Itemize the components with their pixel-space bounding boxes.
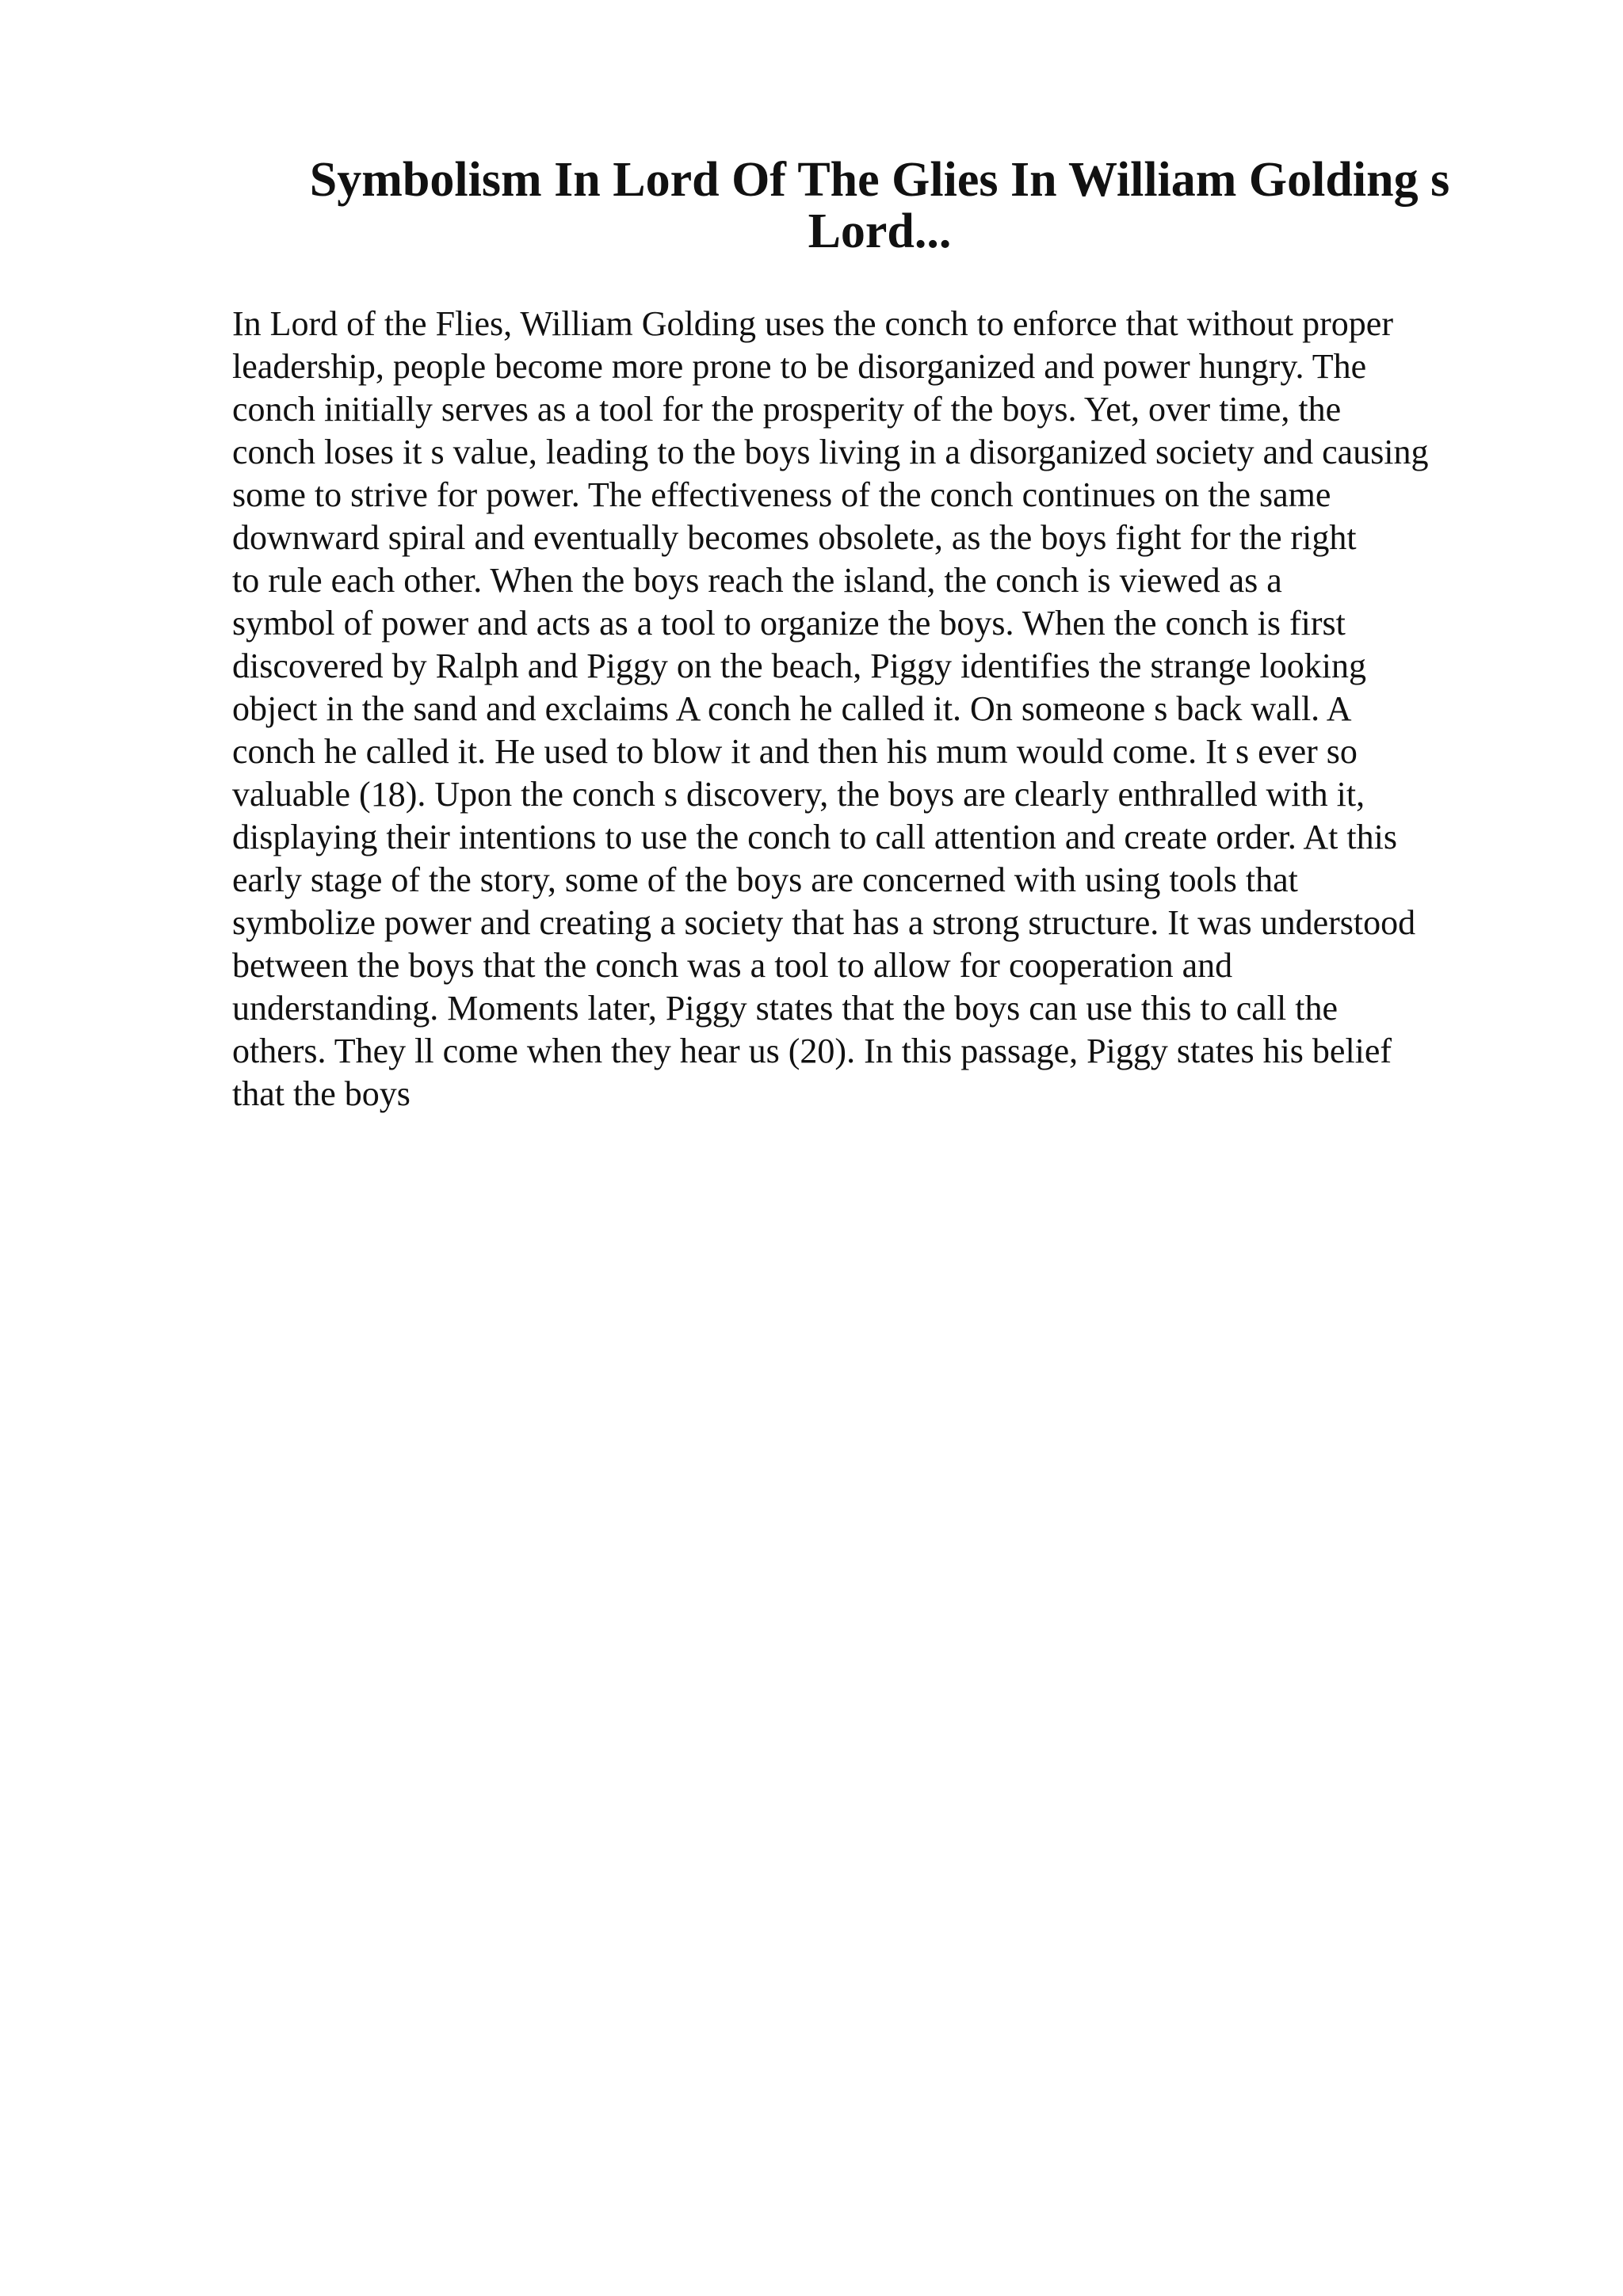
body-line: valuable (18). Upon the conch s discovery, the boys are clearly enthralled with it,	[232, 775, 1365, 814]
document-title	[262, 154, 1498, 257]
body-line: symbolize power and creating a society that has a strong structure. It was understood	[232, 903, 1416, 942]
body-line: symbol of power and acts as a tool to organize the boys. When the conch is first	[232, 604, 1346, 643]
body-line: conch he called it. He used to blow it and then his mum would come. It s ever so	[232, 732, 1358, 771]
body-line: between the boys that the conch was a tool to allow for cooperation and	[232, 946, 1233, 985]
body-line: that the boys	[232, 1074, 411, 1113]
document-body	[232, 303, 1532, 1116]
title-line-1: Symbolism In Lord Of The Glies In William Golding s	[309, 153, 1450, 207]
body-line: others. They ll come when they hear us (20). In this passage, Piggy states his belief	[232, 1032, 1392, 1070]
body-line: some to strive for power. The effectiveness of the conch continues on the same	[232, 475, 1331, 514]
body-line: In Lord of the Flies, William Golding uses the conch to enforce that without proper	[232, 304, 1393, 343]
body-line: displaying their intentions to use the conch to call attention and create order. At this	[232, 818, 1397, 856]
body-line: to rule each other. When the boys reach the island, the conch is viewed as a	[232, 561, 1282, 600]
body-line: leadership, people become more prone to be disorganized and power hungry. The	[232, 347, 1367, 386]
body-line: conch initially serves as a tool for the prosperity of the boys. Yet, over time, the	[232, 390, 1342, 429]
body-line: conch loses it s value, leading to the boys living in a disorganized society and causing	[232, 433, 1429, 471]
body-line: early stage of the story, some of the boys are concerned with using tools that	[232, 860, 1298, 899]
title-line-2: Lord...	[808, 204, 952, 259]
body-line: downward spiral and eventually becomes obsolete, as the boys fight for the right	[232, 518, 1357, 557]
body-line: object in the sand and exclaims A conch he called it. On someone s back wall. A	[232, 689, 1352, 728]
body-line: understanding. Moments later, Piggy states that the boys can use this to call the	[232, 989, 1338, 1028]
body-line: discovered by Ralph and Piggy on the beach, Piggy identifies the strange looking	[232, 646, 1366, 685]
